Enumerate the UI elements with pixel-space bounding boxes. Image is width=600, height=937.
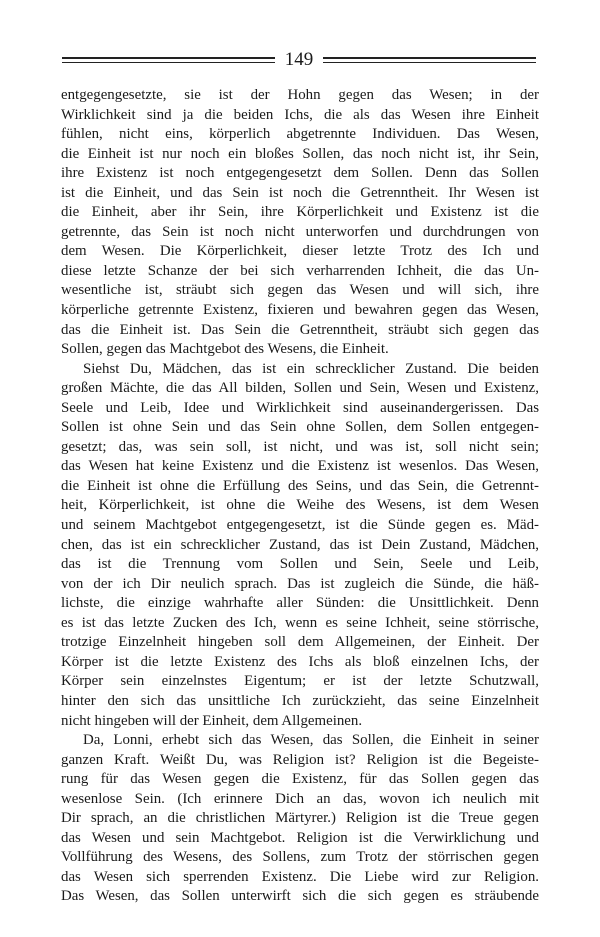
text-line: nicht hingeben will der Einheit, dem Allgemeinen. xyxy=(61,712,363,729)
text-line: getrennte, das Sein ist noch nicht unterworfen und durchdrungen von xyxy=(61,223,539,240)
text-line: diese letzte Schanze der bei sich verharrenden Ichheit, die das Un- xyxy=(61,262,539,279)
text-line: die Einheit, aber ihr Sein, ihre Körperlichkeit und Existenz ist die xyxy=(61,204,539,221)
text-line: das Wesen hat keine Existenz und die Existenz ist wesenlos. Das Wesen, xyxy=(61,458,539,475)
text-line: ist die Einheit, und das Sein ist noch die Getrenntheit. Ihr Wesen ist xyxy=(61,184,539,201)
text-line: und seinem Machtgebot entgegengesetzt, ist die Sünde gegen es. Mäd- xyxy=(61,517,539,534)
text-line: das Wesen sich sperrenden Existenz. Die Liebe wird zur Religion. xyxy=(61,868,539,885)
text-line: Körper sein einzelnstes Eigentum; er ist der letzte Schutzwall, xyxy=(61,673,539,690)
text-line: rung für das Wesen gegen die Existenz, für das Sollen gegen das xyxy=(61,771,539,788)
text-line: Siehst Du, Mädchen, das ist ein schrecklicher Zustand. Die beiden xyxy=(83,360,539,377)
text-line: ganzen Kraft. Weißt Du, was Religion ist? Religion ist die Begeiste- xyxy=(61,751,539,768)
text-line: die Einheit ist nur noch ein bloßes Sollen, das noch nicht ist, ihr Sein, xyxy=(61,145,539,162)
text-line: Wirklichkeit sind ja die beiden Ichs, die als das Wesen ihre Einheit xyxy=(61,106,539,123)
text-line: chen, das ist ein schrecklicher Zustand, das ist Dein Zustand, Mädchen, xyxy=(61,536,539,553)
text-line: Körper ist die letzte Existenz des Ichs als bloß einzelnen Ichs, der xyxy=(61,653,539,670)
text-line: heit, Körperlichkeit, ist ohne die Weihe des Wesens, ist dem Wesen xyxy=(61,497,539,514)
header-rule-left xyxy=(62,57,275,63)
text-line: dem Wesen. Die Körperlichkeit, dieser letzte Trotz des Ich und xyxy=(61,243,539,260)
text-line: Dir sprach, an die christlichen Märtyrer.) Religion ist die Treue gegen xyxy=(61,810,539,827)
text-line: das ist die Trennung vom Sollen und Sein, Seele und Leib, xyxy=(61,556,539,573)
text-line: großen Mächte, die das All bilden, Sollen und Sein, Wesen und Existenz, xyxy=(61,380,539,397)
page-number: 149 xyxy=(284,49,314,70)
text-line: Seele und Leib, Idee und Wirklichkeit sind auseinandergerissen. Das xyxy=(61,399,539,416)
text-line: wesenlose Sein. (Ich erinnere Dich an das, wovon ich neulich mit xyxy=(61,790,539,807)
text-line: ihre Existenz ist noch entgegengesetzt dem Sollen. Denn das Sollen xyxy=(61,165,539,182)
page-header xyxy=(62,47,536,73)
text-line: Da, Lonni, erhebt sich das Wesen, das Sollen, die Einheit in seiner xyxy=(83,732,539,749)
text-line: von der ich Dir neulich sprach. Das ist zugleich die Sünde, die häß- xyxy=(61,575,539,592)
text-line: körperliche getrennte Existenz, fixieren und bewahren gegen das Wesen, xyxy=(61,302,539,319)
text-line: das die Einheit ist. Das Sein die Getrenntheit, sträubt sich gegen das xyxy=(61,321,539,338)
text-line: lichste, die einzige wahrhafte aller Sünden: die Unsittlichkeit. Denn xyxy=(61,595,539,612)
text-line: entgegengesetzte, sie ist der Hohn gegen das Wesen; in der xyxy=(61,87,539,103)
text-line: wesentliche ist, sträubt sich gegen das Wesen und will sich, ihre xyxy=(61,282,539,299)
text-line: hinter den sich das unsittliche Ich zurückzieht, das seine Einzelnheit xyxy=(61,692,539,709)
text-line: Das Wesen, das Sollen unterwirft sich die sich gegen es sträubende xyxy=(61,888,539,905)
text-line: trotzige Einzelnheit hingeben soll dem Allgemeinen, der Einheit. Der xyxy=(61,634,539,651)
text-line: die Einheit ist ohne die Erfüllung des Seins, und das Sein, die Getrennt- xyxy=(61,477,539,494)
text-line: es ist das letzte Zucken des Ich, wenn es seine Ichheit, seine störrische, xyxy=(61,614,539,631)
body-text xyxy=(61,86,539,907)
text-line: das Wesen und sein Machtgebot. Religion ist die Verwirklichung und xyxy=(61,829,539,846)
text-line: gesetzt; das, was sein soll, ist nicht, und was ist, soll nicht sein; xyxy=(61,438,539,455)
text-line: Vollführung des Wesens, des Sollens, zum Trotz der störrischen gegen xyxy=(61,849,539,866)
text-line: Sollen, gegen das Machtgebot des Wesens, die Einheit. xyxy=(61,341,389,358)
header-rule-right xyxy=(323,57,536,63)
text-line: fühlen, nicht eins, körperlich abgetrennte Individuen. Das Wesen, xyxy=(61,126,539,143)
text-line: Sollen ist ohne Sein und das Sein ohne Sollen, dem Sollen entgegen- xyxy=(61,419,539,436)
